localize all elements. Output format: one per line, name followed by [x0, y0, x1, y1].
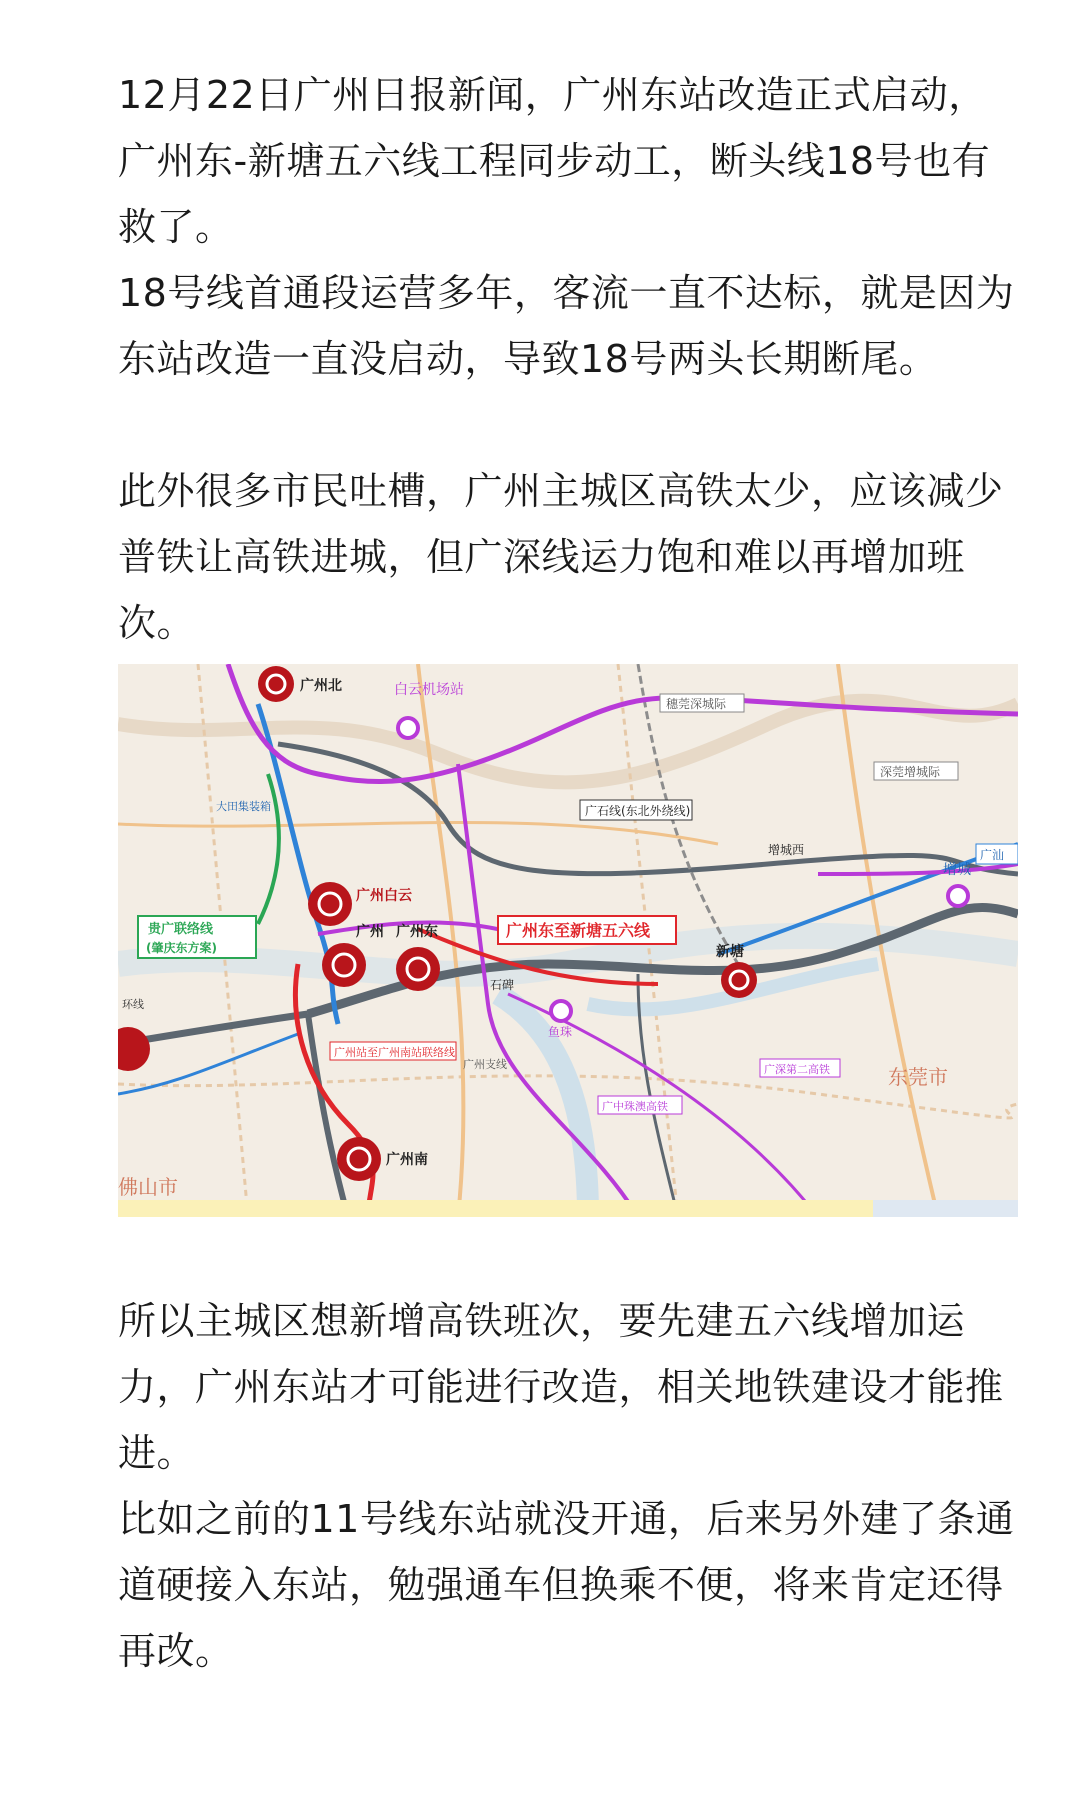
- label-guigang-link: 贵广联络线: [148, 922, 214, 937]
- label-xintang: 新塘: [716, 944, 744, 960]
- paragraph-1: 12月22日广州日报新闻，广州东站改造正式启动，广州东-新塘五六线工程同步动工，断头线18号也有救了。: [118, 73, 991, 249]
- label-huanxian: 环线: [122, 998, 144, 1011]
- rail-map-image: [118, 664, 1018, 1217]
- label-zengcheng: 增城: [943, 862, 971, 878]
- paragraph-5: 比如之前的11号线东站就没开通，后来另外建了条通道硬接入东站，勉强通车但换乘不便，将来肯定还得再改。: [118, 1497, 1015, 1673]
- label-guigang-link-sub: (肇庆东方案): [146, 941, 217, 955]
- label-main-project: 广州东至新塘五六线: [506, 921, 651, 940]
- label-guangzhou-south: 广州南: [386, 1152, 428, 1168]
- paragraph-4: 所以主城区想新增高铁班次，要先建五六线增加运力，广州东站才可能进行改造，相关地铁建设才能推进。: [118, 1299, 1004, 1475]
- label-guangzhongzhu: 广中珠澳高铁: [602, 1100, 668, 1113]
- label-guangzhou: 广州: [356, 924, 384, 940]
- label-guangzhou-north: 广州北: [300, 678, 342, 694]
- label-guangzhou-baiyun: 广州白云: [356, 888, 412, 904]
- label-yuzhu: 鱼珠: [548, 1025, 573, 1039]
- map-caption-strip-right: [873, 1200, 1018, 1217]
- paragraph-2: 18号线首通段运营多年，客流一直不达标，就是因为东站改造一直没启动，导致18号两头长期断尾。: [118, 271, 1015, 381]
- label-shenguanzeng: 深莞增城际: [880, 765, 941, 779]
- rail-map: [118, 664, 1018, 1217]
- paragraph-3: 此外很多市民吐槽，广州主城区高铁太少，应该减少普铁让高铁进城，但广深线运力饱和难以再增加班次。: [118, 469, 1004, 645]
- label-zengchengxi: 增城西: [768, 843, 805, 857]
- label-foshan: 佛山市: [118, 1175, 178, 1199]
- label-datian: 大田集装箱: [216, 800, 271, 813]
- label-guangshi: 广石线(东北外绕线): [585, 804, 691, 818]
- label-guangshen-second: 广深第二高铁: [764, 1063, 830, 1076]
- map-caption-strip: [118, 1200, 873, 1217]
- label-suiguanshen: 穗莞深城际: [666, 697, 727, 711]
- label-gz-south-link: 广州站至广州南站联络线: [334, 1046, 455, 1059]
- label-baiyun-airport: 白云机场站: [394, 682, 464, 698]
- label-gz-branch: 广州支线: [463, 1058, 507, 1071]
- label-shipai: 石碑: [490, 978, 515, 992]
- label-guangzhou-east: 广州东: [396, 924, 438, 940]
- label-dongguan: 东莞市: [888, 1065, 948, 1089]
- label-guangshan: 广汕: [980, 848, 1005, 862]
